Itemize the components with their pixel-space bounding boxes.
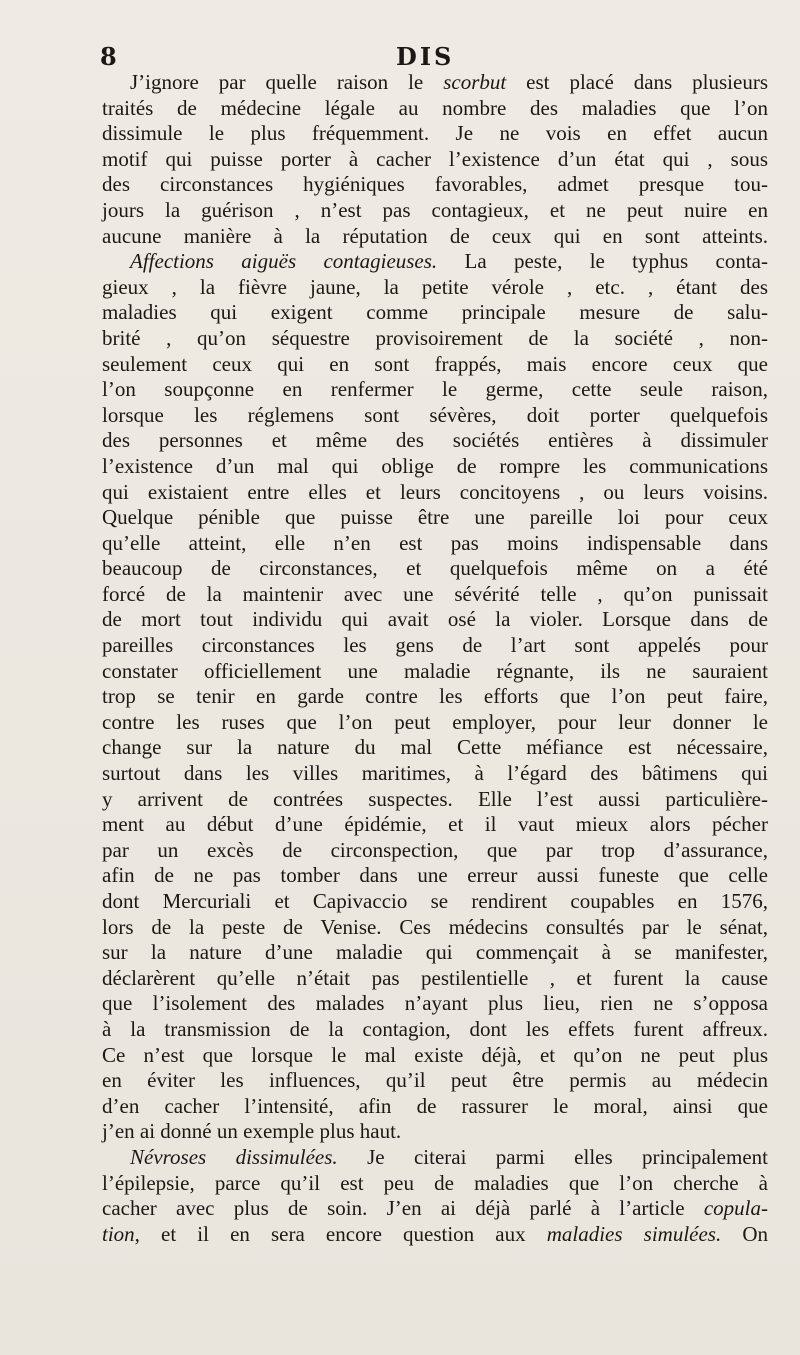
text-line [102,249,768,275]
line-text: beaucoup de circonstances, et quelquefois même on a été [102,556,768,581]
line-text: en éviter les influences, qu’il peut être permis au médecin [102,1068,768,1093]
text-line [102,735,768,761]
line-text: d’en cacher l’intensité, afin de rassurer le moral, ainsi que [102,1093,768,1118]
italic-text: copula- [703,1196,768,1221]
line-text: jours la guérison , n’est pas contagieux, et ne peut nuire en [102,197,768,222]
line-text: pareilles circonstances les gens de l’art sont appelés pour [102,633,768,658]
line-text: dissimule le plus fréquemment. Je ne vois en effet aucun [102,121,768,146]
text-line [102,710,768,736]
line-text: dont Mercuriali et Capivaccio se rendirent coupables en 1576, [102,889,768,913]
text-line [102,863,768,889]
line-text: est placé dans plusieurs [506,70,768,94]
text-line [102,1094,768,1120]
text-line [102,659,768,685]
text-line [102,352,768,378]
line-text: forcé de la maintenir avec une sévérité telle , qu’on punissait [102,581,768,606]
text-line [102,1043,768,1069]
line-text: change sur la nature du mal Cette méfiance est nécessaire, [102,735,768,760]
line-text: gieux , la fièvre jaune, la petite vérole , etc. , étant des [102,274,768,299]
text-line [102,403,768,429]
text-line [102,582,768,608]
italic-text: Névroses dissimulées. [130,1144,338,1169]
text-line [102,480,768,506]
text-line [102,1222,768,1248]
line-text: maladies qui exigent comme principale mesure de salu- [102,300,768,325]
italic-text: tion [102,1221,135,1246]
italic-text: maladies simulées. [546,1221,722,1246]
line-text: Je citerai parmi elles principalement [337,1144,768,1169]
text-line [102,172,768,198]
text-line [102,787,768,813]
text-line [102,607,768,633]
text-line [102,1171,768,1197]
line-text: Ce n’est que lorsque le mal existe déjà, et qu’on ne peut plus [102,1042,768,1067]
text-line [102,889,768,915]
text-line [102,70,768,96]
line-text: aucune manière à la réputation de ceux qui en sont atteints. [102,223,768,248]
line-text: contre les ruses que l’on peut employer, pour leur donner le [102,709,768,734]
line-text: brité , qu’on séquestre provisoirement de la société , non- [102,325,768,350]
text-line [102,428,768,454]
text-line [102,531,768,557]
line-text: que l’isolement des malades n’ayant plus lieu, rien ne s’opposa [102,991,768,1016]
text-line [102,1119,768,1145]
text-line [102,454,768,480]
line-text: , et il en sera encore question aux [134,1221,547,1246]
running-head: DIS [396,42,455,71]
line-text: déclarèrent qu’elle n’était pas pestilentielle , et furent la cause [102,965,768,990]
text-line [102,326,768,352]
line-text: des circonstances hygiéniques favorables, admet presque tou- [102,172,768,197]
text-line [102,1145,768,1171]
line-text: de mort tout individu qui avait osé la violer. Lorsque dans de [102,607,768,632]
text-line [102,1017,768,1043]
line-text: La peste, le typhus conta- [437,249,768,274]
line-text: traités de médecine légale au nombre des maladies que l’on [102,95,768,120]
line-text: J’ignore par quelle raison le [130,70,444,94]
text-line [102,633,768,659]
line-text: surtout dans les villes maritimes, à l’égard des bâtimens qui [102,761,768,786]
text-line [102,966,768,992]
line-text: l’existence d’un mal qui oblige de rompre les communications [102,453,768,478]
text-line [102,121,768,147]
line-text: sur la nature d’une maladie qui commençait à se manifester, [102,940,768,965]
text-line [102,556,768,582]
text-line [102,1196,768,1222]
text-line [102,300,768,326]
line-text: afin de ne pas tomber dans une erreur aussi funeste que celle [102,863,768,888]
page-header [0,42,800,72]
text-line [102,224,768,250]
text-line [102,812,768,838]
line-text: cacher avec plus de soin. J’en ai déjà parlé à l’article [102,1196,704,1221]
text-line [102,761,768,787]
line-text: On [721,1221,768,1246]
italic-text: scorbut [443,70,507,94]
text-line [102,96,768,122]
line-text: l’épilepsie, parce qu’il est peu de maladies que l’on cherche à [102,1170,768,1195]
text-line [102,838,768,864]
line-text: qu’elle atteint, elle n’en est pas moins indispensable dans [102,530,768,555]
line-text: qui existaient entre elles et leurs concitoyens , ou leurs voisins. [102,479,768,504]
line-text: l’on soupçonne en renfermer le germe, cette seule raison, [102,377,768,402]
line-text: par un excès de circonspection, que par trop d’assurance, [102,837,768,862]
line-text: j’en ai donné un exemple plus haut. [102,1119,402,1144]
body-text [102,70,768,1247]
line-text: lors de la peste de Venise. Ces médecins consultés par le sénat, [102,914,768,939]
line-text: y arrivent de contrées suspectes. Elle l’est aussi particulière- [102,786,768,811]
text-line [102,991,768,1017]
line-text: à la transmission de la contagion, dont les effets furent affreux. [102,1016,768,1041]
line-text: trop se tenir en garde contre les efforts que l’on peut faire, [102,684,768,709]
line-text: seulement ceux qui en sont frappés, mais encore ceux que [102,351,768,376]
text-line [102,198,768,224]
line-text: constater officiellement une maladie régnante, ils ne sauraient [102,658,768,683]
italic-text: Affections aiguës contagieuses. [130,249,438,274]
text-line [102,1068,768,1094]
page-number: 8 [100,42,117,71]
line-text: Quelque pénible que puisse être une pareille loi pour ceux [102,505,768,530]
text-line [102,377,768,403]
line-text: ment au début d’une épidémie, et il vaut mieux alors pécher [102,812,768,837]
text-line [102,505,768,531]
line-text: motif qui puisse porter à cacher l’existence d’un état qui , sous [102,146,768,171]
text-line [102,915,768,941]
text-line [102,684,768,710]
text-line [102,275,768,301]
text-line [102,940,768,966]
line-text: lorsque les réglemens sont sévères, doit porter quelquefois [102,402,768,427]
text-line [102,147,768,173]
line-text: des personnes et même des sociétés entières à dissimuler [102,428,768,453]
